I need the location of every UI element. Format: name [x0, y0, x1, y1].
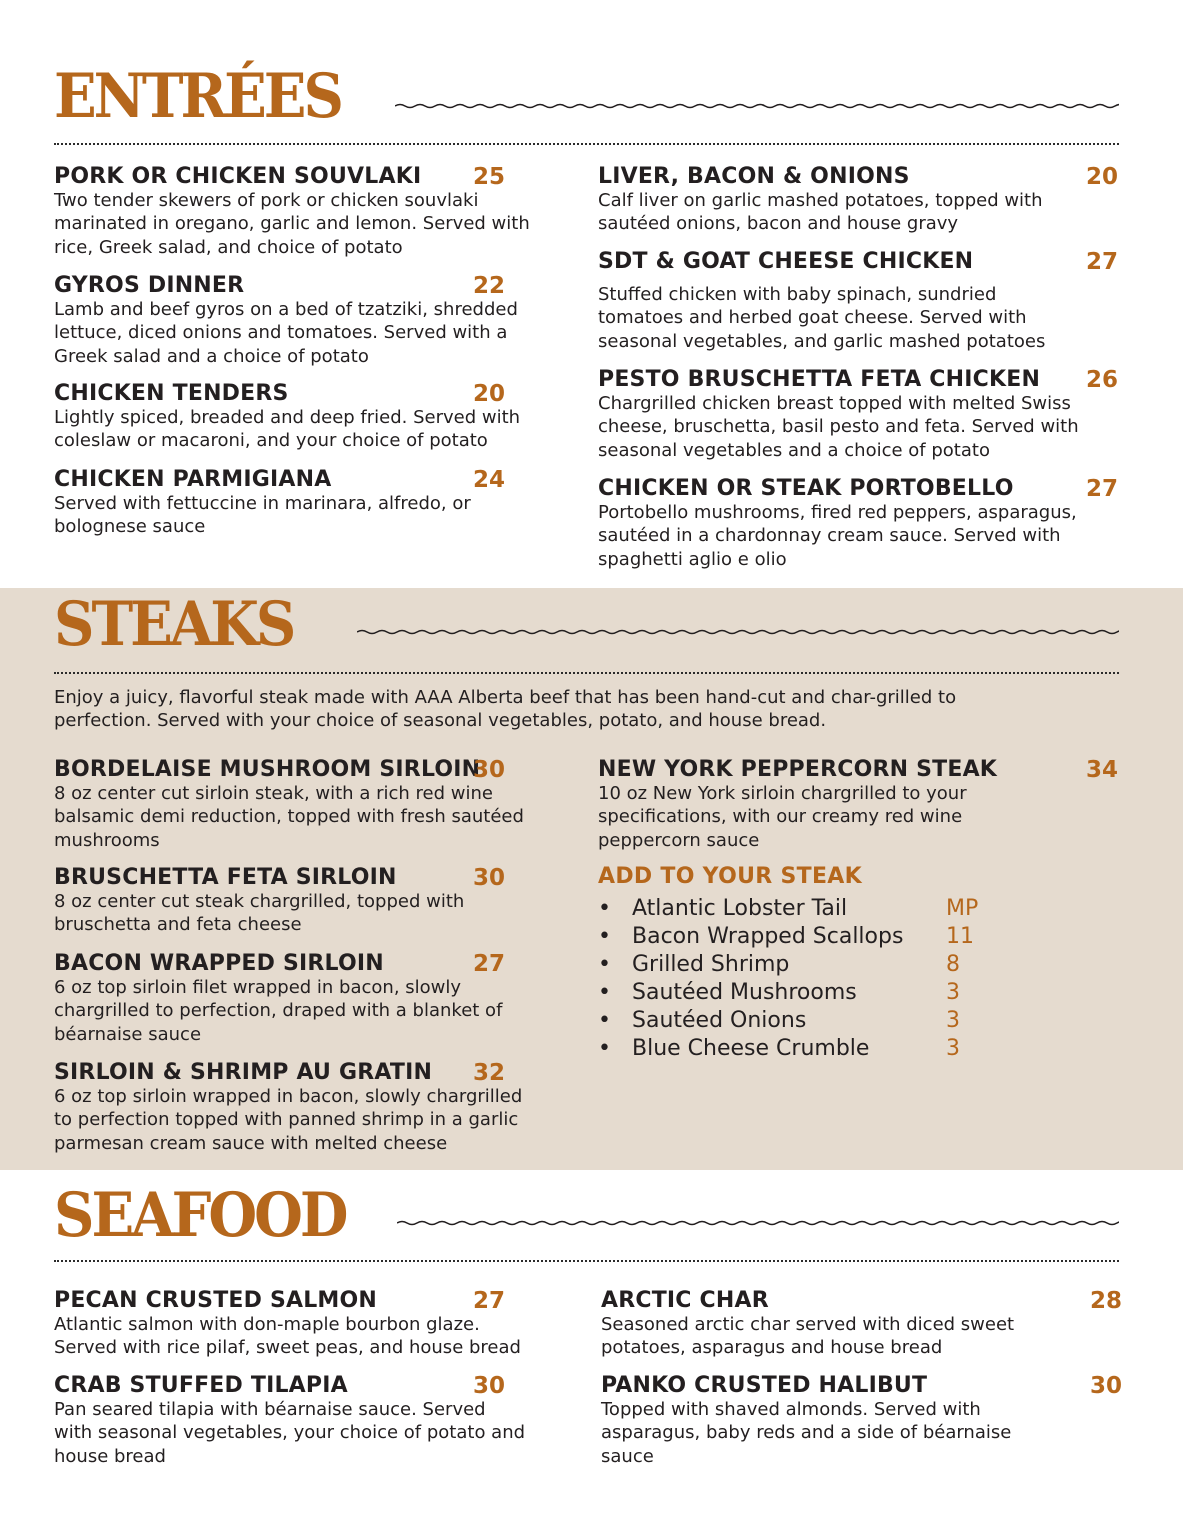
item-price: 26 — [1086, 367, 1119, 393]
item-name: CRAB STUFFED TILAPIA — [54, 1373, 348, 1398]
addon-price: 11 — [946, 924, 974, 949]
item-description: Lamb and beef gyros on a bed of tzatziki, shredded lettuce, diced onions and tomatoes. Served with a Greek salad and a choice of potato — [54, 299, 518, 367]
item-price: 27 — [473, 1288, 506, 1314]
item-name: ARCTIC CHAR — [601, 1288, 769, 1313]
addon-label: Sautéed Onions — [632, 1008, 807, 1033]
menu-item — [598, 476, 1138, 571]
item-name: CHICKEN OR STEAK PORTOBELLO — [598, 476, 1014, 501]
addon-label: Blue Cheese Crumble — [632, 1036, 870, 1061]
item-name: CHICKEN PARMIGIANA — [54, 467, 332, 492]
item-description: Atlantic salmon with don-maple bourbon glaze. Served with rice pilaf, sweet peas, and house bread — [54, 1314, 521, 1359]
item-name: BRUSCHETTA FETA SIRLOIN — [54, 865, 397, 890]
item-price: 30 — [1090, 1373, 1123, 1399]
steaks-title: STEAKS — [54, 588, 294, 660]
menu-item — [598, 249, 1138, 353]
item-price: 34 — [1086, 757, 1119, 783]
addon-label: Bacon Wrapped Scallops — [632, 924, 904, 949]
item-name: PESTO BRUSCHETTA FETA CHICKEN — [598, 367, 1041, 392]
item-description: Topped with shaved almonds. Served with asparagus, baby reds and a side of béarnaise sauce — [601, 1399, 1012, 1467]
menu-item — [598, 367, 1138, 462]
item-name: BACON WRAPPED SIRLOIN — [54, 951, 384, 976]
item-name: PANKO CRUSTED HALIBUT — [601, 1373, 928, 1398]
item-price: 27 — [473, 951, 506, 977]
item-name: PECAN CRUSTED SALMON — [54, 1288, 378, 1313]
addon-price: 3 — [946, 980, 960, 1005]
item-name: NEW YORK PEPPERCORN STEAK — [598, 757, 998, 782]
item-description: Lightly spiced, breaded and deep fried. Served with coleslaw or macaroni, and your choice of potato — [54, 407, 521, 452]
item-price: 20 — [473, 381, 506, 407]
item-description: Calf liver on garlic mashed potatoes, topped with sautéed onions, bacon and house gravy — [598, 190, 1043, 235]
dotted-rule — [54, 143, 1119, 145]
menu-item — [54, 757, 584, 852]
menu-item — [54, 1060, 584, 1155]
menu-item — [598, 757, 1138, 852]
item-description: Served with fettuccine in marinara, alfredo, or bolognese sauce — [54, 493, 471, 538]
bullet: • — [598, 952, 611, 977]
addons-title: ADD TO YOUR STEAK — [598, 864, 862, 889]
wave-divider — [397, 1216, 1119, 1230]
dotted-rule — [54, 1260, 1119, 1262]
bullet: • — [598, 896, 611, 921]
menu-item — [54, 467, 584, 539]
item-description: 10 oz New York sirloin chargrilled to your specifications, with our creamy red wine peppercorn sauce — [598, 783, 967, 851]
item-price: 30 — [473, 865, 506, 891]
item-name: SIRLOIN & SHRIMP AU GRATIN — [54, 1060, 433, 1085]
item-name: GYROS DINNER — [54, 273, 245, 298]
bullet: • — [598, 924, 611, 949]
entrees-title: ENTRÉES — [54, 60, 341, 132]
wave-divider — [395, 99, 1119, 113]
item-description: Two tender skewers of pork or chicken souvlaki marinated in oregano, garlic and lemon. Served with rice, Greek salad, and choice of potato — [54, 190, 530, 258]
addon-price: 3 — [946, 1036, 960, 1061]
item-description: 8 oz center cut sirloin steak, with a rich red wine balsamic demi reduction, topped with fresh sautéed mushrooms — [54, 783, 524, 851]
seafood-section — [0, 1170, 1183, 1536]
item-name: LIVER, BACON & ONIONS — [598, 164, 910, 189]
item-description: Stuffed chicken with baby spinach, sundried tomatoes and herbed goat cheese. Served with seasonal vegetables, and garlic mashed potatoes — [598, 284, 1046, 352]
item-price: 24 — [473, 467, 506, 493]
item-price: 25 — [473, 164, 506, 190]
menu-item — [54, 865, 584, 937]
dotted-rule — [54, 672, 1119, 674]
item-description: 6 oz top sirloin filet wrapped in bacon, slowly chargrilled to perfection, draped with a blanket of béarnaise sauce — [54, 977, 503, 1045]
menu-item — [598, 164, 1138, 236]
steaks-intro: Enjoy a juicy, flavorful steak made with AAA Alberta beef that has been hand-cut and char-grilled to perfection. Served with your choice of seasonal vegetables, potato, and house bread. — [54, 687, 957, 732]
addon-price: 8 — [946, 952, 960, 977]
wave-divider — [357, 625, 1119, 639]
item-description: 6 oz top sirloin wrapped in bacon, slowly chargrilled to perfection topped with panned shrimp in a garlic parmesan cream sauce with melted cheese — [54, 1086, 523, 1154]
seafood-title: SEAFOOD — [54, 1179, 346, 1251]
addon-label: Grilled Shrimp — [632, 952, 790, 977]
item-description: Seasoned arctic char served with diced sweet potatoes, asparagus and house bread — [601, 1314, 1015, 1359]
menu-item — [54, 1288, 584, 1360]
bullet: • — [598, 980, 611, 1005]
bullet: • — [598, 1008, 611, 1033]
menu-item — [54, 381, 584, 453]
menu-item — [54, 1373, 584, 1468]
item-description: Portobello mushrooms, fired red peppers, asparagus, sautéed in a chardonnay cream sauce. Served with spaghetti aglio e olio — [598, 502, 1077, 570]
menu-item — [54, 164, 584, 259]
item-price: 30 — [473, 757, 506, 783]
item-price: 30 — [473, 1373, 506, 1399]
bullet: • — [598, 1036, 611, 1061]
item-name: BORDELAISE MUSHROOM SIRLOIN — [54, 757, 481, 782]
menu-item — [601, 1288, 1141, 1360]
item-name: PORK OR CHICKEN SOUVLAKI — [54, 164, 422, 189]
item-name: CHICKEN TENDERS — [54, 381, 289, 406]
item-description: 8 oz center cut steak chargrilled, topped with bruschetta and feta cheese — [54, 891, 465, 936]
item-description: Chargrilled chicken breast topped with melted Swiss cheese, bruschetta, basil pesto and feta. Served with seasonal vegetables and a choice of potato — [598, 393, 1079, 461]
item-price: 32 — [473, 1060, 506, 1086]
item-price: 27 — [1086, 249, 1119, 275]
item-name: SDT & GOAT CHEESE CHICKEN — [598, 249, 974, 274]
addon-price: MP — [946, 896, 979, 921]
menu-item — [54, 273, 584, 368]
item-price: 20 — [1086, 164, 1119, 190]
addon-price: 3 — [946, 1008, 960, 1033]
item-description: Pan seared tilapia with béarnaise sauce. Served with seasonal vegetables, your choice of potato and house bread — [54, 1399, 526, 1467]
item-price: 22 — [473, 273, 506, 299]
addon-label: Sautéed Mushrooms — [632, 980, 857, 1005]
item-price: 27 — [1086, 476, 1119, 502]
menu-item — [601, 1373, 1141, 1468]
menu-item — [54, 951, 584, 1046]
addon-label: Atlantic Lobster Tail — [632, 896, 848, 921]
entrees-section — [0, 0, 1183, 588]
item-price: 28 — [1090, 1288, 1123, 1314]
